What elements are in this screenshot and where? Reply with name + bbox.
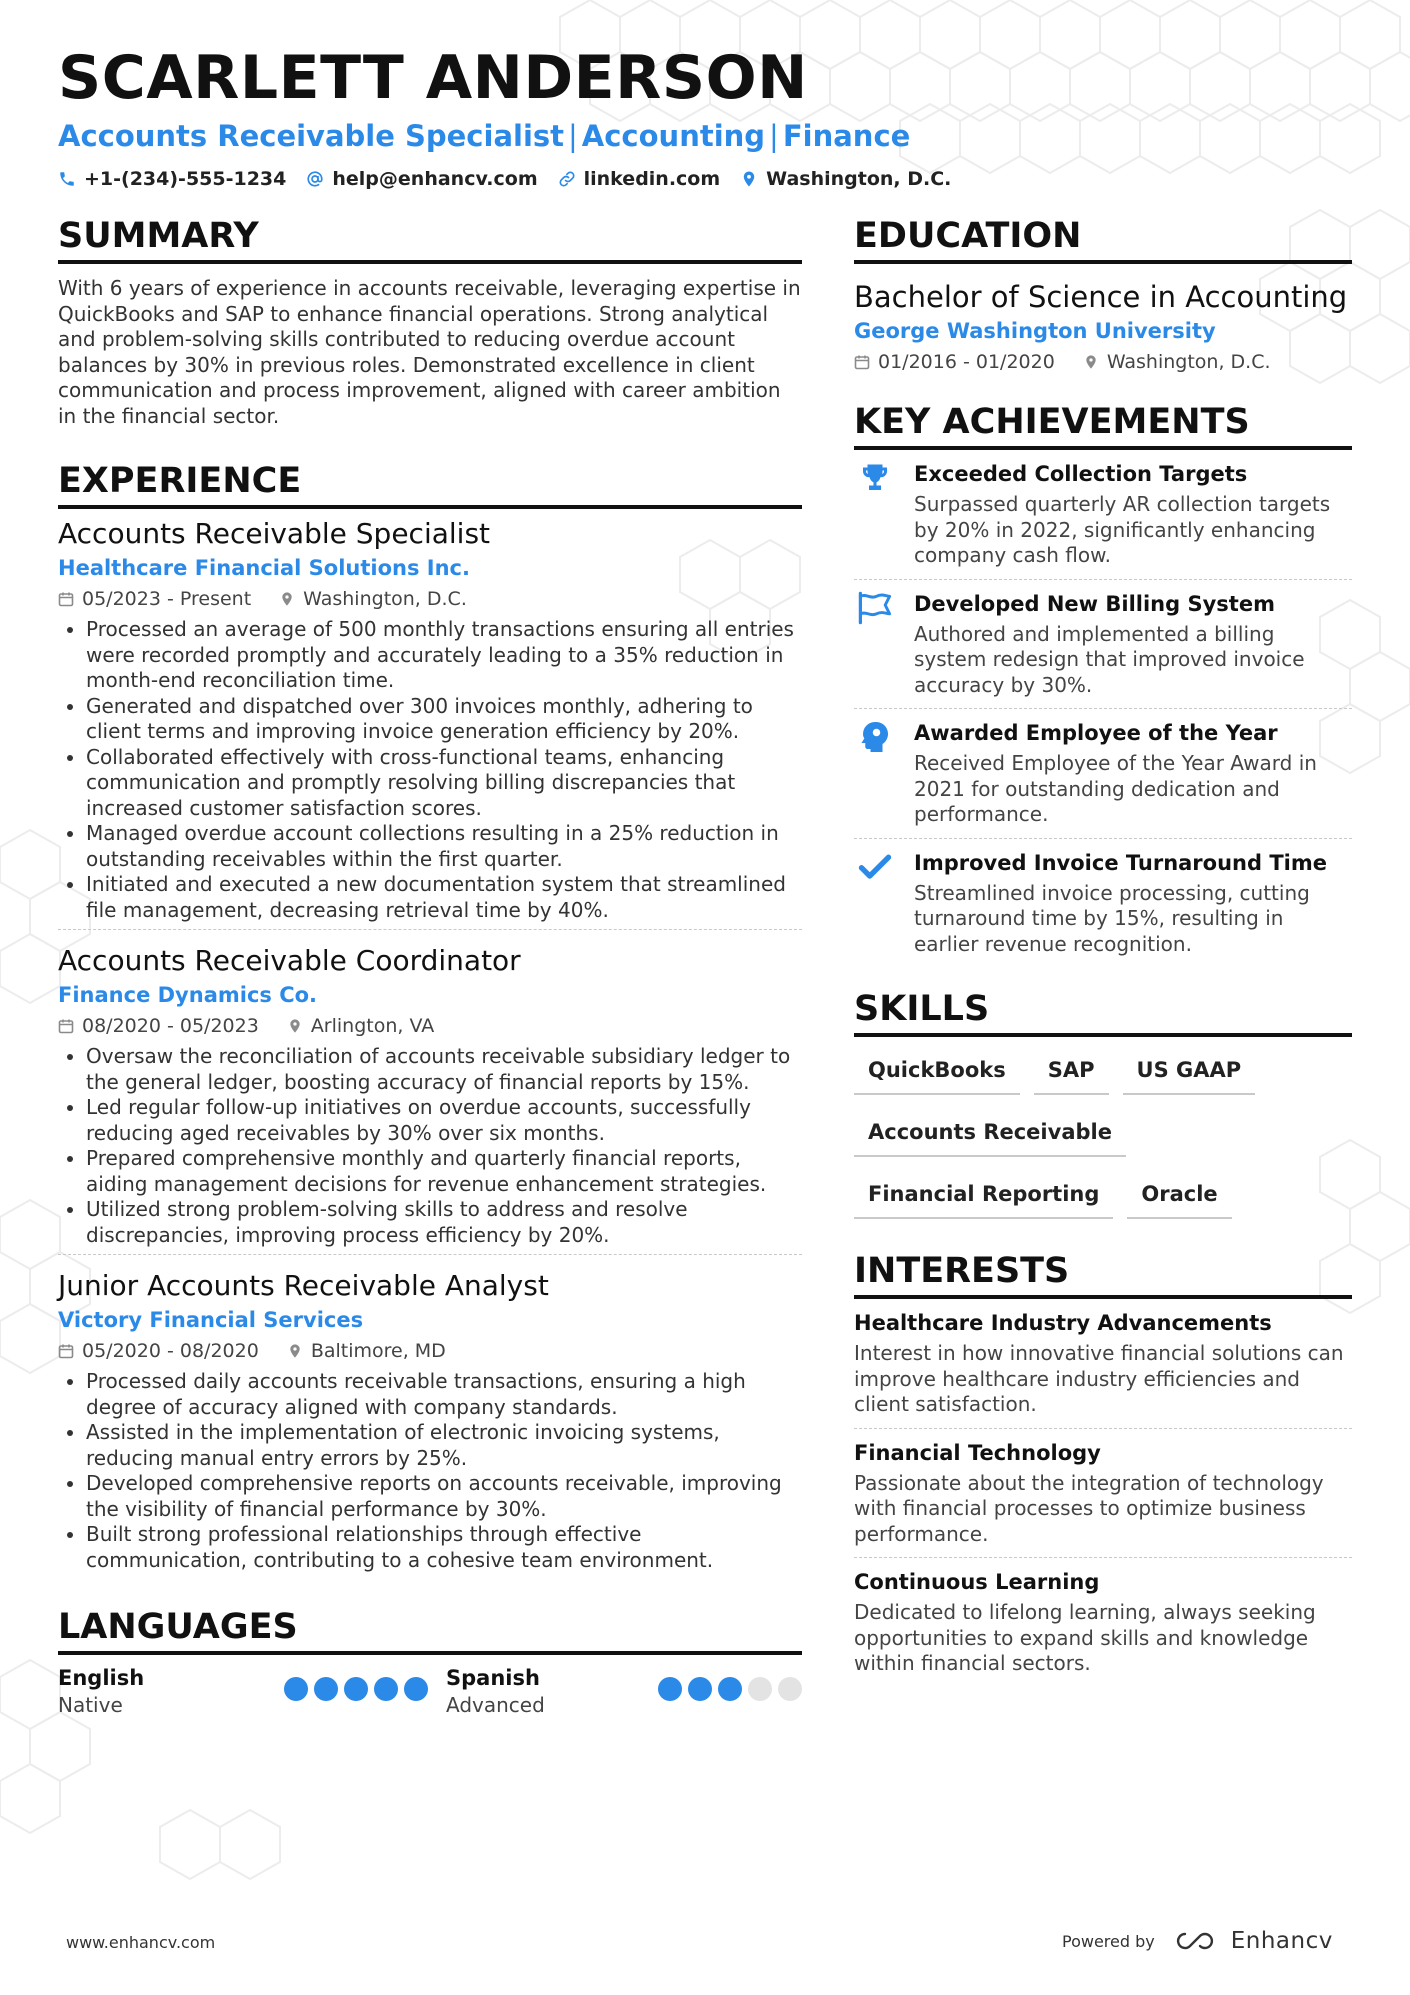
job-bullets xyxy=(58,617,802,923)
proficiency-dot-filled xyxy=(688,1677,712,1701)
skill-tag: SAP xyxy=(1034,1047,1109,1095)
education-section xyxy=(854,214,1352,376)
education-dates-text: 01/2016 - 01/2020 xyxy=(878,351,1055,373)
bullet-item: • Led regular follow-up initiatives on overdue accounts, successfully reducing aged receivables by 30% over six months. xyxy=(86,1095,802,1146)
at-sign-icon xyxy=(306,170,324,188)
job-meta xyxy=(58,585,802,613)
company-name: Healthcare Financial Solutions Inc. xyxy=(58,556,470,580)
job-dates-text: 05/2020 - 08/2020 xyxy=(82,1340,259,1362)
job-dates xyxy=(58,585,251,613)
calendar-icon xyxy=(58,591,74,607)
job-dates-text: 08/2020 - 05/2023 xyxy=(82,1015,259,1037)
bullet-item: • Generated and dispatched over 300 invoices monthly, adhering to client terms and improving invoice generation efficiency by 20%. xyxy=(86,694,802,745)
location-pin-icon xyxy=(287,1018,303,1034)
interests-heading: INTERESTS xyxy=(854,1249,1352,1299)
language-item xyxy=(58,1665,446,1719)
checkmark-icon xyxy=(854,849,896,891)
interest-desc: Passionate about the integration of technology with financial processes to optimize business performance. xyxy=(854,1470,1324,1546)
language-name: English xyxy=(58,1666,145,1690)
achievement-item xyxy=(854,708,1352,838)
calendar-icon xyxy=(58,1018,74,1034)
head-icon xyxy=(854,719,896,761)
headline-field: Accounting xyxy=(581,119,766,153)
languages-list xyxy=(58,1665,802,1719)
trophy-icon xyxy=(854,460,896,502)
headline xyxy=(58,116,910,156)
experience-heading: EXPERIENCE xyxy=(58,459,802,509)
bullet-item: • Built strong professional relationships through effective communication, contributing to a cohesive team environment. xyxy=(86,1522,802,1573)
proficiency-dots xyxy=(658,1677,802,1701)
interest-desc: Dedicated to lifelong learning, always seeking opportunities to expand skills and knowledge within financial sectors. xyxy=(854,1600,1316,1675)
degree-title: Bachelor of Science in Accounting xyxy=(854,280,1348,314)
experience-section xyxy=(58,459,802,1579)
skills-list xyxy=(854,1047,1352,1219)
job-location xyxy=(287,1012,434,1040)
interest-item xyxy=(854,1299,1352,1428)
headline-separator: | xyxy=(568,119,578,153)
language-name: Spanish xyxy=(446,1666,540,1690)
bullet-item: • Managed overdue account collections resulting in a 25% reduction in outstanding receivables within the first quarter. xyxy=(86,821,802,872)
linkedin-text: linkedin.com xyxy=(583,168,721,190)
proficiency-dot-filled xyxy=(344,1677,368,1701)
achievements-heading: KEY ACHIEVEMENTS xyxy=(854,400,1352,450)
company-name: Finance Dynamics Co. xyxy=(58,983,318,1007)
skills-section xyxy=(854,987,1352,1219)
job-location-text: Washington, D.C. xyxy=(303,588,467,610)
bullet-item: • Prepared comprehensive monthly and quarterly financial reports, aiding management decisions for revenue enhancement strategies. xyxy=(86,1146,802,1197)
bullet-item: • Developed comprehensive reports on accounts receivable, improving the visibility of financial performance by 30%. xyxy=(86,1471,802,1522)
job-dates xyxy=(58,1012,259,1040)
location-pin-icon xyxy=(287,1343,303,1359)
proficiency-dot-empty xyxy=(778,1677,802,1701)
skills-heading: SKILLS xyxy=(854,987,1352,1037)
experience-entry xyxy=(58,1254,802,1579)
achievement-desc: Surpassed quarterly AR collection targets by 20% in 2022, significantly enhancing company cash flow. xyxy=(914,492,1331,567)
achievement-item xyxy=(854,450,1352,579)
job-dates-text: 05/2023 - Present xyxy=(82,588,252,610)
achievement-title: Developed New Billing System xyxy=(914,591,1275,616)
achievement-desc: Received Employee of the Year Award in 2021 for outstanding dedication and performance. xyxy=(914,751,1317,826)
location-text: Washington, D.C. xyxy=(766,168,952,190)
achievement-desc: Streamlined invoice processing, cutting turnaround time by 15%, resulting in earlier revenue recognition. xyxy=(914,880,1310,956)
bullet-item: • Utilized strong problem-solving skills to address and resolve discrepancies, improving process efficiency by 20%. xyxy=(86,1197,802,1248)
job-location xyxy=(279,585,467,613)
interest-item xyxy=(854,1428,1352,1558)
bullet-item: • Oversaw the reconciliation of accounts receivable subsidiary ledger to the general ledger, boosting accuracy of financial reports by 15%. xyxy=(86,1044,802,1095)
contact-email[interactable] xyxy=(306,168,537,190)
headline-industry: Finance xyxy=(782,119,911,153)
calendar-icon xyxy=(58,1343,74,1359)
proficiency-dot-filled xyxy=(284,1677,308,1701)
summary-section xyxy=(58,214,802,429)
company-name: Victory Financial Services xyxy=(58,1308,364,1332)
skill-tag: QuickBooks xyxy=(854,1047,1020,1095)
headline-role: Accounts Receivable Specialist xyxy=(58,119,565,153)
job-location-text: Baltimore, MD xyxy=(310,1340,446,1362)
education-location xyxy=(1083,348,1271,376)
job-title: Accounts Receivable Coordinator xyxy=(58,944,521,977)
job-dates xyxy=(58,1337,259,1365)
candidate-name: SCARLETT ANDERSON xyxy=(58,43,808,113)
proficiency-dots xyxy=(284,1677,428,1701)
enhancv-logo xyxy=(1175,1928,1333,1954)
achievement-title: Improved Invoice Turnaround Time xyxy=(914,850,1327,875)
infinity-logo-icon xyxy=(1175,1929,1221,1953)
contact-linkedin[interactable] xyxy=(558,168,721,190)
bullet-item: • Processed daily accounts receivable transactions, ensuring a high degree of accuracy aligned with company standards. xyxy=(86,1369,802,1420)
headline-separator: | xyxy=(769,119,779,153)
contact-location xyxy=(740,168,951,190)
left-column xyxy=(58,214,802,1719)
proficiency-dot-filled xyxy=(314,1677,338,1701)
proficiency-dot-filled xyxy=(658,1677,682,1701)
achievements-section xyxy=(854,400,1352,967)
achievement-title: Exceeded Collection Targets xyxy=(914,462,1248,486)
phone-icon xyxy=(58,170,76,188)
bullet-item: • Collaborated effectively with cross-functional teams, enhancing communication and promptly resolving billing discrepancies that increased customer satisfaction scores. xyxy=(86,745,802,822)
languages-section xyxy=(58,1605,802,1719)
powered-by[interactable] xyxy=(1062,1928,1333,1954)
school-name: George Washington University xyxy=(854,319,1216,343)
job-location xyxy=(287,1337,446,1365)
interest-item xyxy=(854,1557,1352,1687)
language-item xyxy=(446,1665,802,1719)
proficiency-dot-filled xyxy=(374,1677,398,1701)
calendar-icon xyxy=(854,354,870,370)
job-meta xyxy=(58,1337,802,1365)
proficiency-dot-filled xyxy=(404,1677,428,1701)
education-dates xyxy=(854,348,1055,376)
skill-tag: Financial Reporting xyxy=(854,1171,1113,1219)
interest-title: Healthcare Industry Advancements xyxy=(854,1311,1272,1335)
achievement-item xyxy=(854,838,1352,968)
summary-heading: SUMMARY xyxy=(58,214,802,264)
contact-phone[interactable] xyxy=(58,168,286,190)
job-title: Accounts Receivable Specialist xyxy=(58,517,491,550)
phone-text: +1-(234)-555-1234 xyxy=(84,168,287,190)
job-location-text: Arlington, VA xyxy=(310,1015,435,1037)
link-icon xyxy=(558,170,576,188)
skill-tag: US GAAP xyxy=(1123,1047,1256,1095)
email-text: help@enhancv.com xyxy=(332,168,538,190)
interest-title: Continuous Learning xyxy=(854,1570,1100,1594)
interest-title: Financial Technology xyxy=(854,1440,1101,1465)
bullet-item: • Assisted in the implementation of electronic invoicing systems, reducing manual entry errors by 25%. xyxy=(86,1420,802,1471)
job-title: Junior Accounts Receivable Analyst xyxy=(58,1269,549,1302)
interests-section xyxy=(854,1249,1352,1687)
location-pin-icon xyxy=(740,170,758,188)
summary-text: With 6 years of experience in accounts receivable, leveraging expertise in QuickBooks and SAP to enhance financial operations. Strong analytical and problem-solving skills contributed to reducing overdue account balances by 30% in previous roles. Demonstrated excellence in client communication and process improvement, aligned with career ambition in the financial sector. xyxy=(58,276,801,428)
language-level: Native xyxy=(58,1693,123,1717)
contact-bar xyxy=(58,168,951,190)
achievement-title: Awarded Employee of the Year xyxy=(914,721,1278,745)
job-bullets xyxy=(58,1369,802,1573)
bullet-item: • Processed an average of 500 monthly transactions ensuring all entries were recorded promptly and accurately leading to a 35% reduction in month-end reconciliation time. xyxy=(86,617,802,694)
footer-website-link[interactable]: www.enhancv.com xyxy=(66,1933,216,1952)
skill-tag: Accounts Receivable xyxy=(854,1109,1126,1157)
brand-name: Enhancv xyxy=(1230,1928,1333,1954)
education-meta xyxy=(854,348,1352,376)
achievement-item xyxy=(854,579,1352,709)
bullet-item: • Initiated and executed a new documentation system that streamlined file management, decreasing retrieval time by 40%. xyxy=(86,872,802,923)
education-heading: EDUCATION xyxy=(854,214,1352,264)
education-location-text: Washington, D.C. xyxy=(1106,351,1271,373)
proficiency-dot-filled xyxy=(718,1677,742,1701)
job-meta xyxy=(58,1012,802,1040)
flag-icon xyxy=(854,590,896,632)
job-bullets xyxy=(58,1044,802,1248)
language-level: Advanced xyxy=(446,1693,545,1717)
skill-tag: Oracle xyxy=(1127,1171,1231,1219)
interest-desc: Interest in how innovative financial solutions can improve healthcare industry efficiencies and client satisfaction. xyxy=(854,1341,1344,1416)
proficiency-dot-empty xyxy=(748,1677,772,1701)
location-pin-icon xyxy=(279,591,295,607)
experience-entry xyxy=(58,515,802,929)
achievement-desc: Authored and implemented a billing system redesign that improved invoice accuracy by 30%. xyxy=(914,621,1305,697)
languages-heading: LANGUAGES xyxy=(58,1605,802,1655)
right-column xyxy=(854,214,1352,1687)
experience-entry xyxy=(58,929,802,1254)
powered-by-label: Powered by xyxy=(1062,1931,1155,1951)
location-pin-icon xyxy=(1083,354,1099,370)
